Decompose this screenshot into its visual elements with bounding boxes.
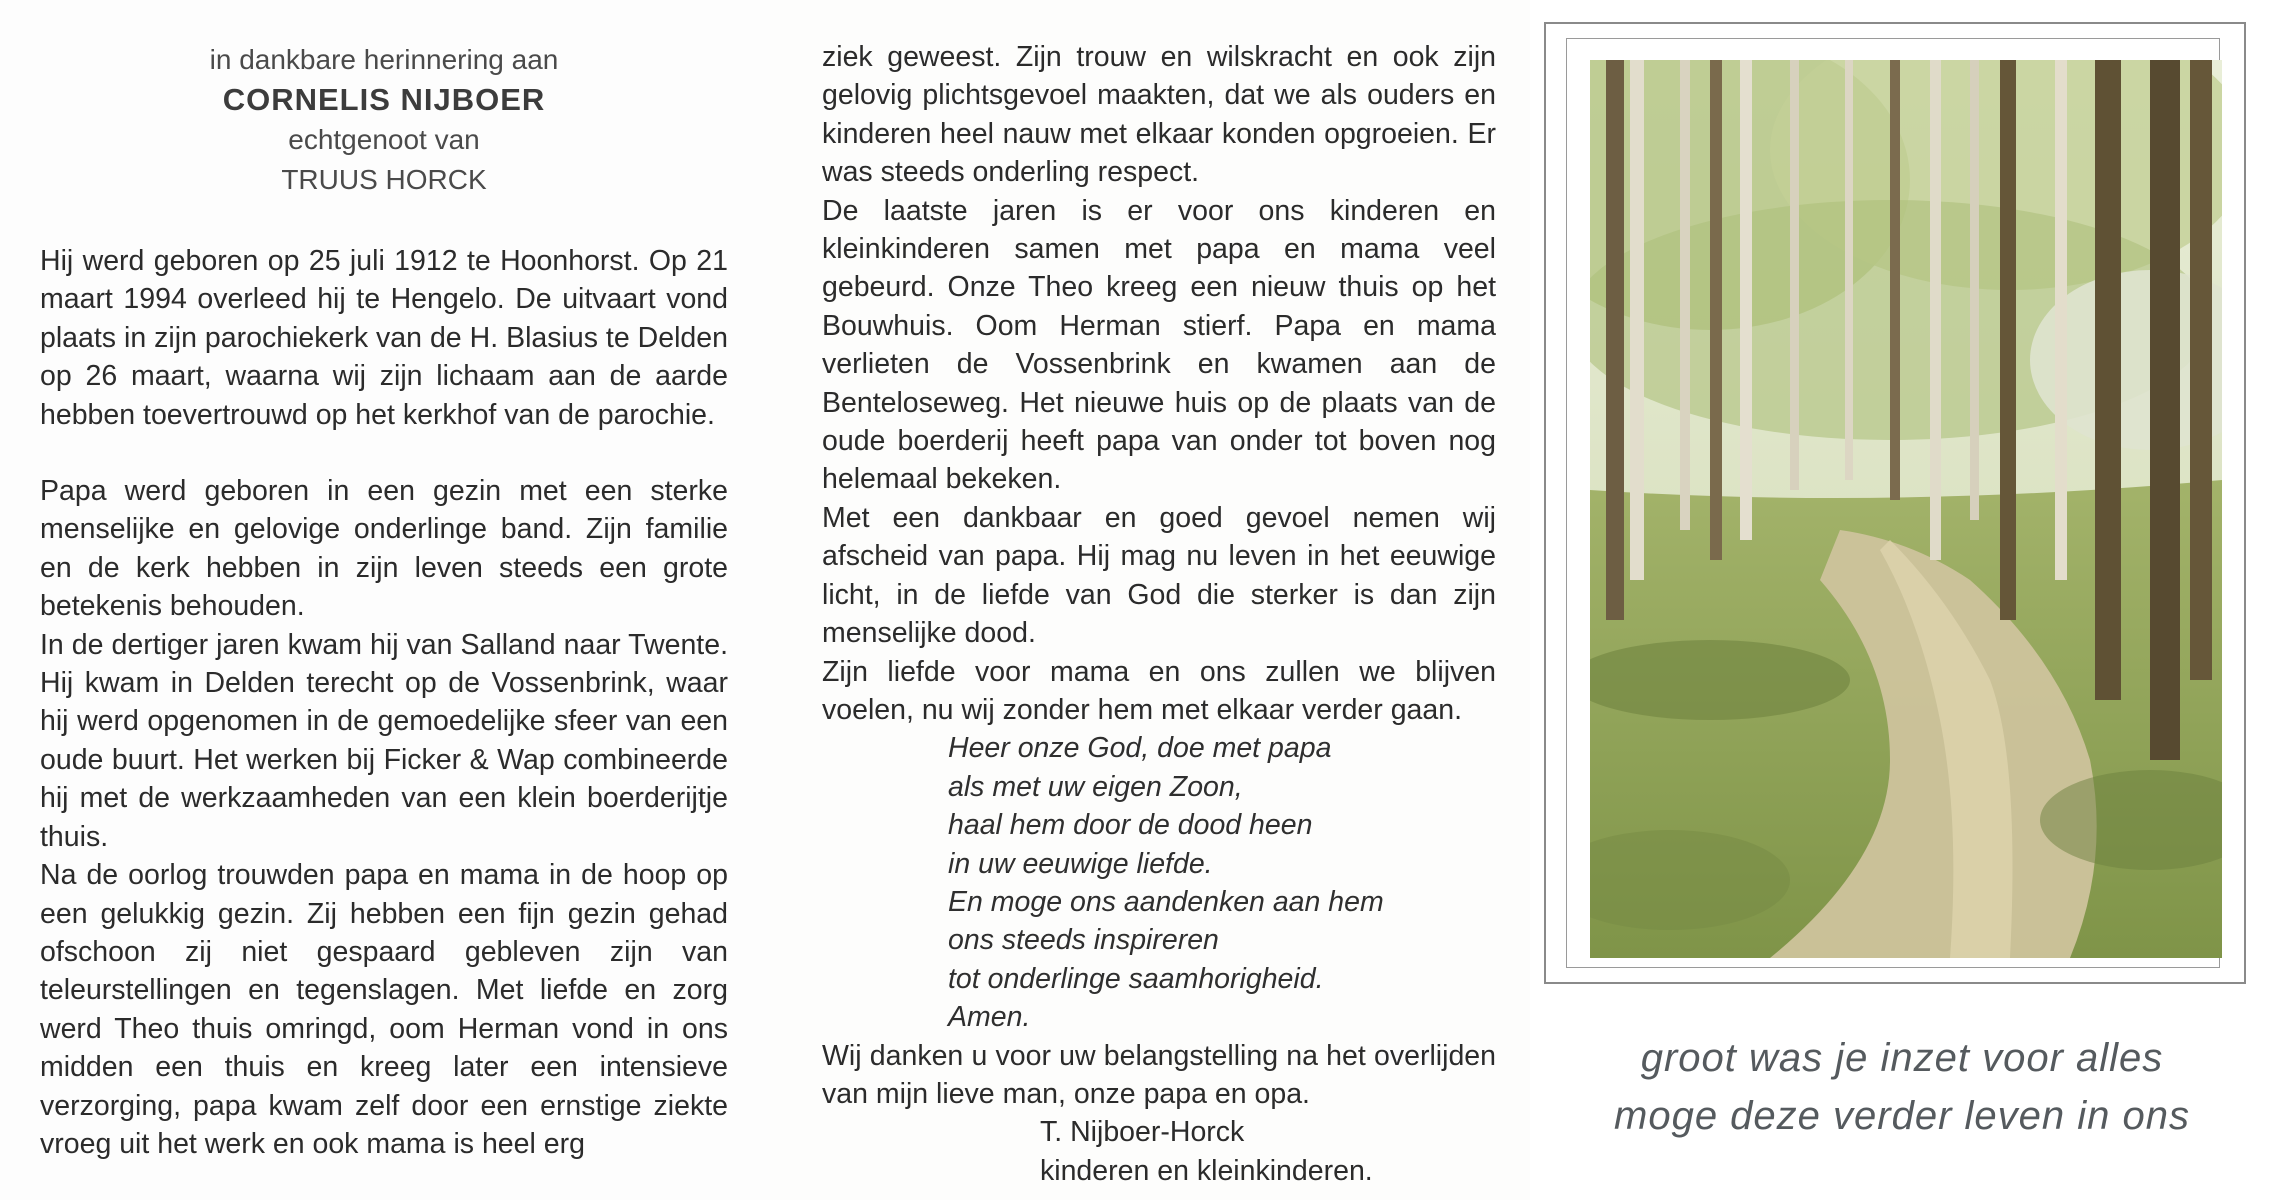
prayer-line: als met uw eigen Zoon, [948,770,1243,803]
recent-years-paragraph: De laatste jaren is er voor ons kinderen en kleinkinderen samen met papa en mama veel gebeurd. Onze Theo kreeg een nieuw thuis op het Bouwhuis. Oom Herman stierf. Papa en mama verlieten de Vossenbrink en kwamen aan de Benteloseweg. Het nieuwe huis op de plaats van de oude boerderij heeft papa van onder tot boven nog helemaal bekeken. [822,194,1496,496]
illness-paragraph: ziek geweest. Zijn trouw en wilskracht en ook zijn gelovig plichtsgevoel maakten, dat we als ouders en kinderen heel nauw met elkaar konden opgroeien. Er was steeds onderling respect. [822,41,1496,189]
signature-family: kinderen en kleinkinderen. [1040,1154,1373,1187]
deceased-name: CORNELIS NIJBOER [222,82,546,117]
caption-line-2: moge deze verder leven in ons [1614,1094,2190,1138]
family-paragraph: Papa werd geboren in een gezin met een sterke menselijke en gelovige onderlinge band. Zijn familie en de kerk hebben in zijn leven steeds een grote betekenis behouden. [40,475,728,623]
header-spouse-intro: echtgenoot van [288,124,480,155]
prayer-line: tot onderlinge saamhorigheid. [948,962,1324,995]
farewell-paragraph: Met een dankbaar en goed gevoel nemen wij afscheid van papa. Hij mag nu leven in het eeuwige licht, in de liefde van God die sterker is dan zijn menselijke dood. [822,501,1496,650]
prayer [948,729,1496,1036]
forest-path-photo [1590,60,2222,958]
prayer-line: En moge ons aandenken aan hem [948,885,1384,918]
left-panel [0,0,770,1200]
caption-line-1: groot was je inzet voor alles [1640,1036,2164,1080]
move-paragraph: In de dertiger jaren kwam hij van Salland naar Twente. Hij kwam in Delden terecht op de Vossenbrink, waar hij werd opgenomen in de gemoedelijke sfeer van een oude buurt. Het werken bij Ficker & Wap combineerde hij met de werkzaamheden van een klein boerderijtje thuis. [40,628,728,853]
prayer-line: ons steeds inspireren [948,924,1219,957]
signature-name: T. Nijboer-Horck [1040,1116,1245,1149]
prayer-line: Heer onze God, doe met papa [948,732,1332,765]
prayer-line: Amen. [948,1001,1031,1034]
marriage-paragraph: Na de oorlog trouwden papa en mama in de hoop op een gelukkig gezin. Zij hebben een fijn gezin gehad ofschoon zij niet gespaard gebleven zijn van teleurstellingen en tegenslagen. Met liefde en zorg werd Theo thuis omringd, oom Herman vond in ons midden een thuis en kreeg later een intensieve verzorging, papa kwam zelf door een ernstige ziekte vroeg uit het werk en ook mama is heel erg [40,859,728,1160]
prayer-line: haal hem door de dood heen [948,809,1313,842]
thanks-paragraph: Wij danken u voor uw belangstelling na het overlijden van mijn lieve man, onze papa en opa. [822,1039,1496,1110]
love-paragraph: Zijn liefde voor mama en ons zullen we blijven voelen, nu wij zonder hem met elkaar verder gaan. [822,655,1496,726]
spouse-name: TRUUS HORCK [281,164,487,195]
birth-death-paragraph: Hij werd geboren op 25 juli 1912 te Hoonhorst. Op 21 maart 1994 overleed hij te Hengelo. De uitvaart vond plaats in zijn parochiekerk van de H. Blasius te Delden op 26 maart, waarna wij zijn lichaam aan de aarde hebben toevertrouwd op het kerkhof van de parochie. [40,245,728,431]
prayer-line: in uw eeuwige liefde. [948,847,1213,880]
header-intro: in dankbare herinnering aan [209,44,559,75]
right-panel [1530,0,2274,1200]
middle-panel [770,0,1530,1200]
